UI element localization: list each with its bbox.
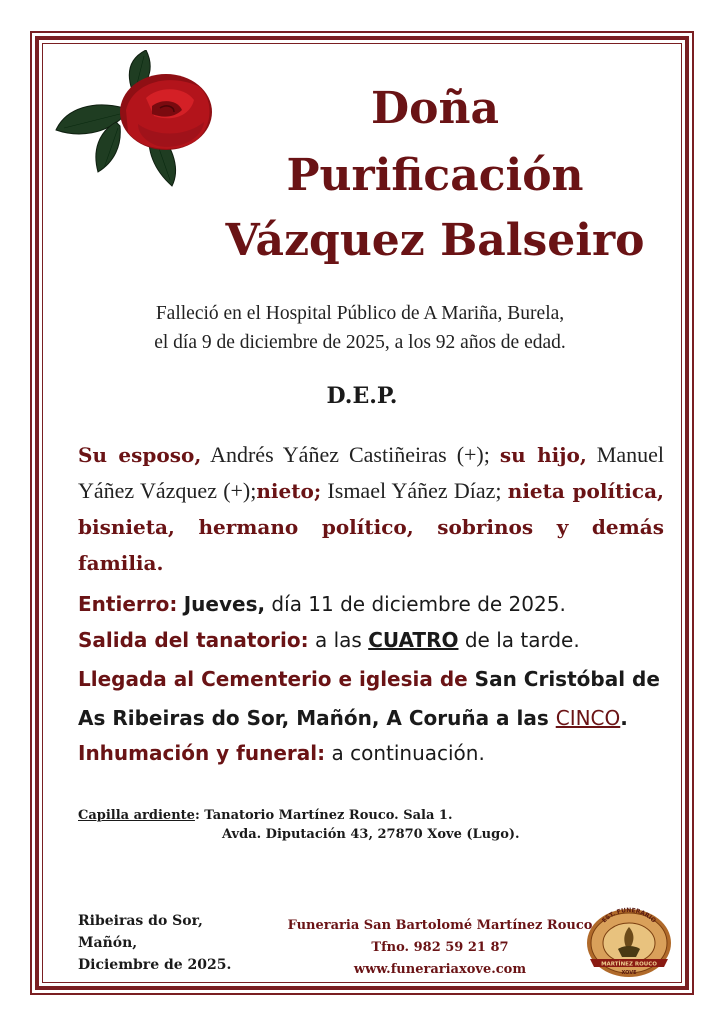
service-label: Inhumación y funeral: (78, 741, 326, 765)
service-line (78, 738, 678, 768)
burial-day: Jueves, (183, 592, 266, 616)
family-spouse-label: Su esposo, (78, 443, 202, 467)
chapel-colon: : (194, 808, 200, 823)
arrival-label: Llegada al Cementerio e iglesia de (78, 667, 468, 691)
family-grandson-name: Ismael Yáñez Díaz; (321, 478, 508, 503)
departure-post: de la tarde. (464, 628, 580, 652)
arrival-end: . (620, 706, 628, 730)
departure-line (78, 625, 678, 655)
funeral-home-phone: Tfno. 982 59 21 87 (371, 940, 509, 955)
place-line-1: Ribeiras do Sor, (78, 913, 203, 929)
seal-bottom-text: MARTÍNEZ ROUCO (601, 961, 657, 968)
place-line-2: Mañón, (78, 935, 138, 951)
family-grandson-label: nieto; (256, 479, 322, 503)
deceased-surnames: Vázquez Balseiro (225, 215, 645, 266)
family-son-label: su hijo, (499, 443, 587, 467)
funeral-home-seal-icon (584, 905, 674, 979)
family-son-name: Manuel Yáñez Vázquez (+); (78, 442, 665, 503)
departure-label: Salida del tanatorio: (78, 628, 309, 652)
funeral-home-website: www.funerariaxove.com (353, 962, 527, 977)
funeral-home-info (280, 915, 600, 981)
service-text: a continuación. (325, 741, 485, 765)
family-paragraph (78, 437, 664, 581)
dep-heading: D.E.P. (326, 383, 398, 409)
signature-place (78, 910, 231, 976)
chapel-address: Avda. Diputación 43, 27870 Xove (Lugo). (222, 827, 520, 842)
deceased-first-name: Purificación (286, 150, 584, 201)
family-spouse-name: Andrés Yáñez Castiñeiras (+); (201, 442, 500, 467)
arrival-line-1 (78, 664, 678, 694)
chapel-label: Capilla ardiente (78, 808, 195, 823)
departure-pre: a las (308, 628, 369, 652)
seal-place-text: XOVE (621, 970, 637, 976)
death-notice-line-1: Falleció en el Hospital Público de A Mariña, Burela, (155, 303, 565, 324)
arrival-time: CINCO (555, 706, 621, 730)
funeral-home-name: Funeraria San Bartolomé Martínez Rouco (287, 918, 593, 933)
departure-time: CUATRO (368, 628, 459, 652)
deceased-title: Doña (370, 83, 499, 134)
arrival-line-2 (78, 703, 678, 733)
arrival-place-1: San Cristóbal de (467, 667, 660, 691)
rose-icon (54, 50, 220, 190)
place-line-3: Diciembre de 2025. (78, 957, 232, 973)
seal-top-text: EST. FUNERARIO (600, 906, 658, 925)
chapel-venue: Tanatorio Martínez Rouco. Sala 1. (199, 808, 453, 823)
burial-date: día 11 de diciembre de 2025. (265, 592, 566, 616)
burial-label: Entierro: (78, 592, 178, 616)
chapel-line-1 (78, 805, 453, 827)
burial-line (78, 589, 678, 619)
family-others: nieta política, bisnieta, hermano político, sobrinos y demás familia. (78, 479, 664, 575)
death-notice-line-2: el día 9 de diciembre de 2025, a los 92 años de edad. (154, 332, 566, 353)
arrival-place-2: As Ribeiras do Sor, Mañón, A Coruña a las (78, 706, 556, 730)
